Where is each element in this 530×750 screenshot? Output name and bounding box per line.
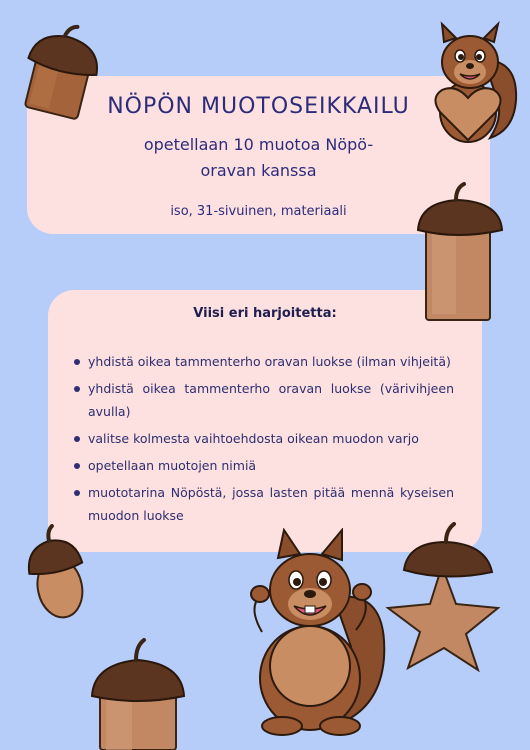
list-item: valitse kolmesta vaihtoehdosta oikean muodon varjo [74,427,454,450]
square-acorn-icon [14,22,106,122]
squirrel-heart-icon [420,20,520,148]
rectangle-acorn-icon [412,180,508,326]
page-subtitle [67,132,450,184]
oval-acorn-icon [20,524,94,624]
subtitle-line-2: oravan kanssa [200,161,317,180]
squirrel-circle-icon [238,528,388,738]
material-info: iso, 31-sivuinen, materiaali [170,204,347,219]
exercises-card [48,290,482,552]
list-item: yhdistä oikea tammenterho oravan luokse (ilman vihjeitä) [74,350,454,373]
square-acorn-icon [86,634,190,750]
list-item: yhdistä oikea tammenterho oravan luokse (värivihjeen avulla) [74,377,454,423]
subtitle-line-1: opetellaan 10 muotoa Nöpö- [143,135,374,154]
star-acorn-icon [384,522,504,672]
exercises-list [74,350,454,531]
list-item: opetellaan muotojen nimiä [74,454,454,477]
page-title: NÖPÖN MUOTOSEIKKAILU [107,94,410,119]
exercises-heading: Viisi eri harjoitetta: [193,306,337,321]
list-item: muototarina Nöpöstä, jossa lasten pitää mennä kyseisen muodon luokse [74,481,454,527]
